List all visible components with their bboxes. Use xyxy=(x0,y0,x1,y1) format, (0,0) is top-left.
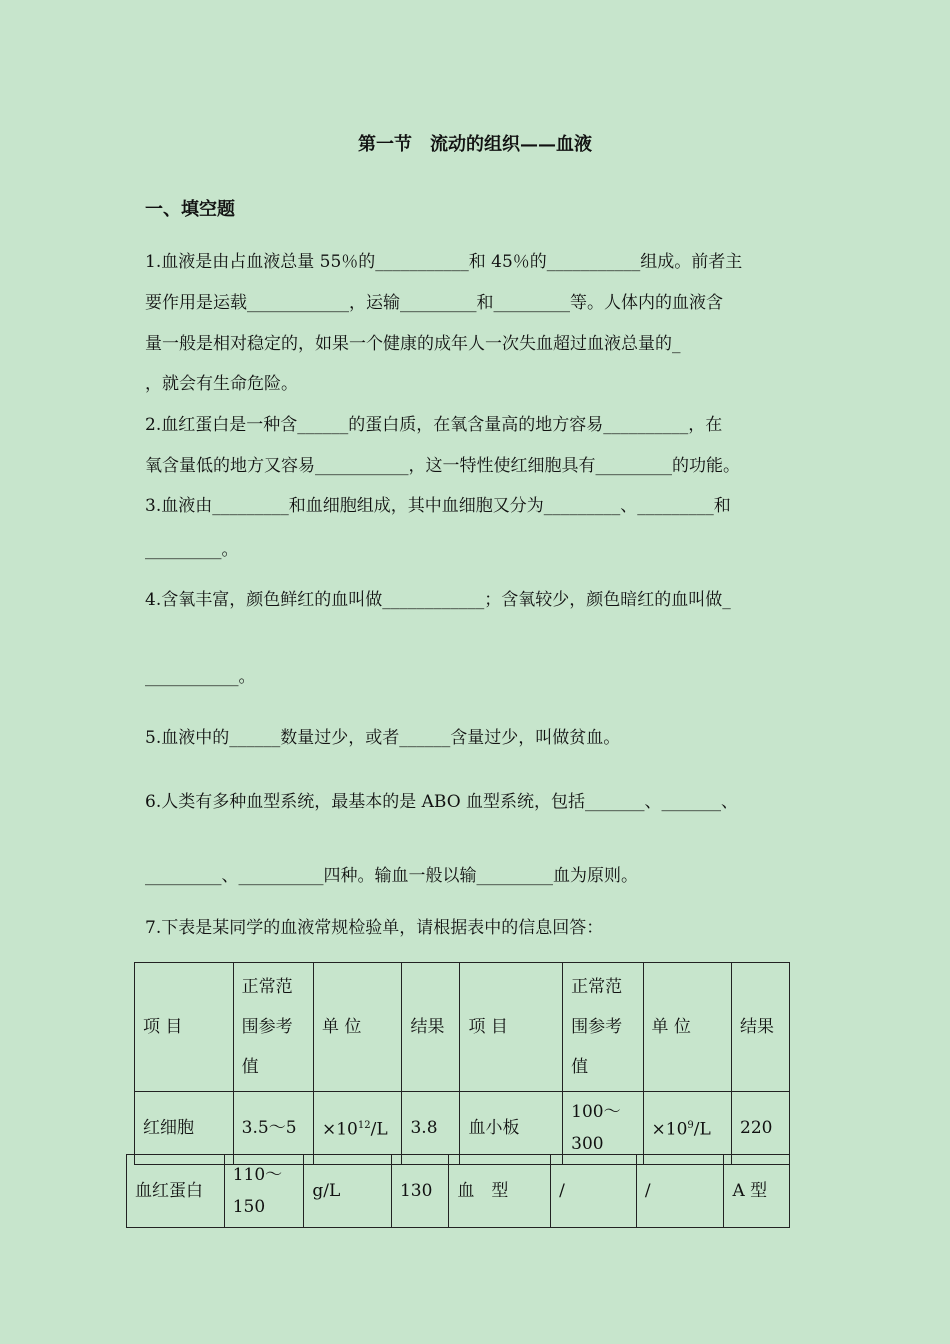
question-line: 4.含氧丰富，颜色鲜红的血叫做____________；含氧较少，颜色暗红的血叫做_ xyxy=(145,590,731,610)
table-cell: 130 xyxy=(391,1155,448,1228)
page-title: 第一节 流动的组织——血液 xyxy=(358,134,592,155)
table-header-row xyxy=(135,963,790,1092)
unit-base: ×10 xyxy=(651,1119,688,1140)
table-cell: / xyxy=(636,1155,724,1228)
blood-test-table xyxy=(134,962,790,1165)
unit-exponent: 12 xyxy=(357,1120,371,1132)
question-line: 3.血液由_________和血细胞组成，其中血细胞又分为_________、_________和 xyxy=(145,496,731,516)
table-header-cell: 正常范围参考值 xyxy=(563,963,643,1092)
unit-tail: /L xyxy=(693,1119,711,1140)
table-header-cell: 项 目 xyxy=(135,963,234,1092)
question-line: 5.血液中的______数量过少，或者______含量过少，叫做贫血。 xyxy=(145,728,621,748)
table-cell: g/L xyxy=(304,1155,392,1228)
table-cell: 血 型 xyxy=(449,1155,551,1228)
unit-tail: /L xyxy=(370,1119,388,1140)
blood-test-table-continued xyxy=(126,1154,790,1228)
question-line: 1.血液是由占血液总量 55％的___________和 45％的___________组成。前者主 xyxy=(145,252,743,272)
table-cell: 血红蛋白 xyxy=(127,1155,225,1228)
table-header-cell: 项 目 xyxy=(460,963,563,1092)
table-cell: 220 xyxy=(732,1092,790,1165)
table-row xyxy=(127,1155,790,1228)
question-line: 7.下表是某同学的血液常规检验单，请根据表中的信息回答： xyxy=(145,918,604,938)
question-line: _________。 xyxy=(145,540,239,560)
unit-base: ×10 xyxy=(322,1119,358,1140)
unit-exponent: 9 xyxy=(687,1120,694,1132)
table-cell: A 型 xyxy=(724,1155,790,1228)
question-line: 要作用是运载____________，运输_________和_________等。人体内的血液含 xyxy=(145,293,723,313)
question-line: 6.人类有多种血型系统，最基本的是 ABO 血型系统，包括_______、_______、 xyxy=(145,792,739,812)
table-cell: 3.5～5 xyxy=(233,1092,313,1165)
question-line: ，就会有生命危险。 xyxy=(145,374,298,394)
table-cell: 100～300 xyxy=(563,1092,643,1165)
table-cell: 110～150 xyxy=(224,1155,304,1228)
table-cell: / xyxy=(551,1155,637,1228)
section-heading: 一、填空题 xyxy=(145,199,235,220)
table-cell: 血小板 xyxy=(460,1092,563,1165)
table-header-cell: 正常范围参考值 xyxy=(233,963,313,1092)
question-line: 量一般是相对稳定的，如果一个健康的成年人一次失血超过血液总量的_ xyxy=(145,334,681,354)
question-line: 氧含量低的地方又容易___________，这一特性使红细胞具有_________的功能。 xyxy=(145,456,740,476)
table-cell: 红细胞 xyxy=(135,1092,234,1165)
table-header-cell: 单 位 xyxy=(643,963,731,1092)
table-header-cell: 结果 xyxy=(402,963,460,1092)
table-header-cell: 结果 xyxy=(732,963,790,1092)
question-line: _________、__________四种。输血一般以输_________血为原则。 xyxy=(145,866,638,886)
question-line: ___________。 xyxy=(145,667,256,687)
table-cell: 3.8 xyxy=(402,1092,460,1165)
table-header-cell: 单 位 xyxy=(314,963,402,1092)
question-line: 2.血红蛋白是一种含______的蛋白质，在氧含量高的地方容易__________，在 xyxy=(145,415,723,435)
